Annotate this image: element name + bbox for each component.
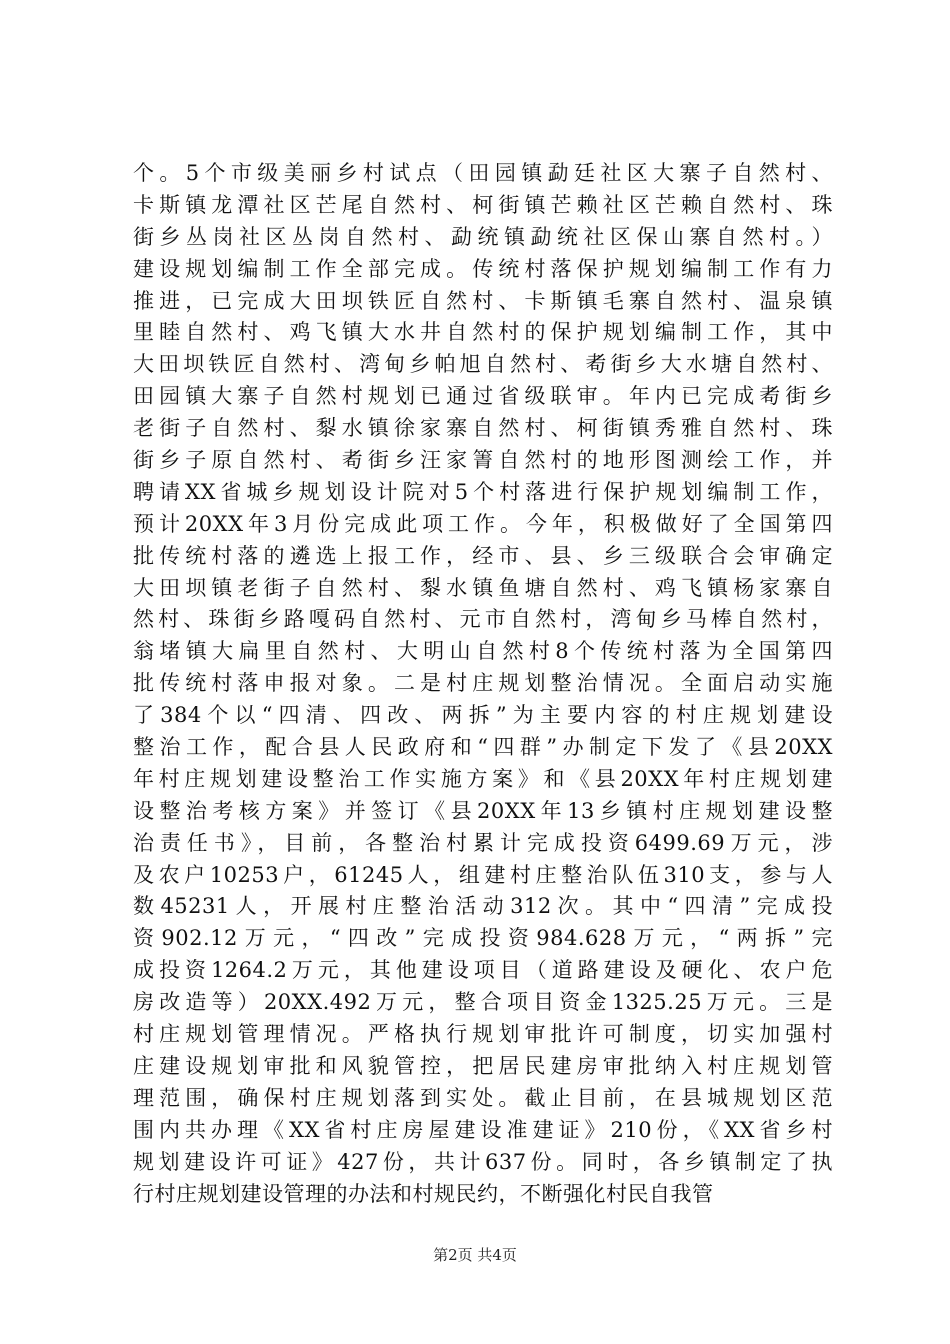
- text-line: 卡斯镇龙潭社区芒尾自然村、柯街镇芒赖社区芒赖自然村、珠: [133, 192, 833, 217]
- text-line: 翁堵镇大扁里自然村、大明山自然村8个传统村落为全国第四: [133, 639, 833, 664]
- text-line: 资902.12万元，“四改”完成投资984.628万元，“两拆”完: [133, 926, 833, 951]
- text-line: 推进，已完成大田坝铁匠自然村、卡斯镇毛寨自然村、温泉镇: [133, 288, 833, 313]
- text-line: 房改造等）20XX.492万元，整合项目资金1325.25万元。三是: [133, 990, 833, 1015]
- text-line: 了384个以“四清、四改、两拆”为主要内容的村庄规划建设: [133, 703, 833, 728]
- text-line: 然村、珠街乡路嘎码自然村、元市自然村，湾甸乡马棒自然村，: [133, 607, 833, 632]
- text-line: 村庄规划管理情况。严格执行规划审批许可制度，切实加强村: [133, 1022, 833, 1047]
- text-line: 预计20XX年3月份完成此项工作。今年，积极做好了全国第四: [133, 511, 833, 536]
- text-line: 设整治考核方案》并签订《县20XX年13乡镇村庄规划建设整: [133, 798, 833, 823]
- text-line: 规划建设许可证》427份，共计637份。同时，各乡镇制定了执: [133, 1149, 833, 1174]
- text-line: 街乡子原自然村、耇街乡汪家箐自然村的地形图测绘工作，并: [133, 448, 833, 473]
- text-line: 批传统村落申报对象。二是村庄规划整治情况。全面启动实施: [133, 671, 833, 696]
- text-line: 治责任书》，目前，各整治村累计完成投资6499.69万元，涉: [133, 830, 833, 855]
- text-line: 田园镇大寨子自然村规划已通过省级联审。年内已完成耇街乡: [133, 384, 833, 409]
- text-line: 及农户10253户，61245人，组建村庄整治队伍310支，参与人: [133, 862, 833, 887]
- text-line: 街乡丛岗社区丛岗自然村、勐统镇勐统社区保山寨自然村。）: [133, 224, 833, 249]
- text-line: 庄建设规划审批和风貌管控，把居民建房审批纳入村庄规划管: [133, 1053, 833, 1078]
- page-footer: 第2页 共4页: [433, 1246, 517, 1264]
- text-line: 行村庄规划建设管理的办法和村规民约，不断强化村民自我管: [133, 1181, 714, 1206]
- text-line: 建设规划编制工作全部完成。传统村落保护规划编制工作有力: [133, 256, 833, 281]
- text-line: 围内共办理《XX省村庄房屋建设准建证》210份，《XX省乡村: [133, 1117, 833, 1142]
- body-text: [133, 158, 833, 1210]
- text-line: 理范围，确保村庄规划落到实处。截止目前，在县城规划区范: [133, 1085, 833, 1110]
- text-line: 里睦自然村、鸡飞镇大水井自然村的保护规划编制工作，其中: [133, 320, 833, 345]
- text-line: 聘请XX省城乡规划设计院对5个村落进行保护规划编制工作，: [133, 479, 833, 504]
- text-line: 成投资1264.2万元，其他建设项目（道路建设及硬化、农户危: [133, 958, 833, 983]
- text-line: 老街子自然村、㴝水镇徐家寨自然村、柯街镇秀雅自然村、珠: [133, 416, 833, 441]
- text-line: 个。5个市级美丽乡村试点（田园镇勐廷社区大寨子自然村、: [133, 161, 833, 185]
- text-line: 批传统村落的遴选上报工作，经市、县、乡三级联合会审确定: [133, 543, 833, 568]
- text-line: 整治工作，配合县人民政府和“四群”办制定下发了《县20XX: [133, 735, 833, 760]
- text-line: 大田坝镇老街子自然村、㴝水镇鱼塘自然村、鸡飞镇杨家寨自: [133, 575, 833, 600]
- text-line: 大田坝铁匠自然村、湾甸乡帕旭自然村、耇街乡大水塘自然村、: [133, 352, 833, 377]
- text-line: 年村庄规划建设整治工作实施方案》和《县20XX年村庄规划建: [133, 766, 833, 791]
- text-line: 数45231人，开展村庄整治活动312次。其中“四清”完成投: [133, 894, 833, 919]
